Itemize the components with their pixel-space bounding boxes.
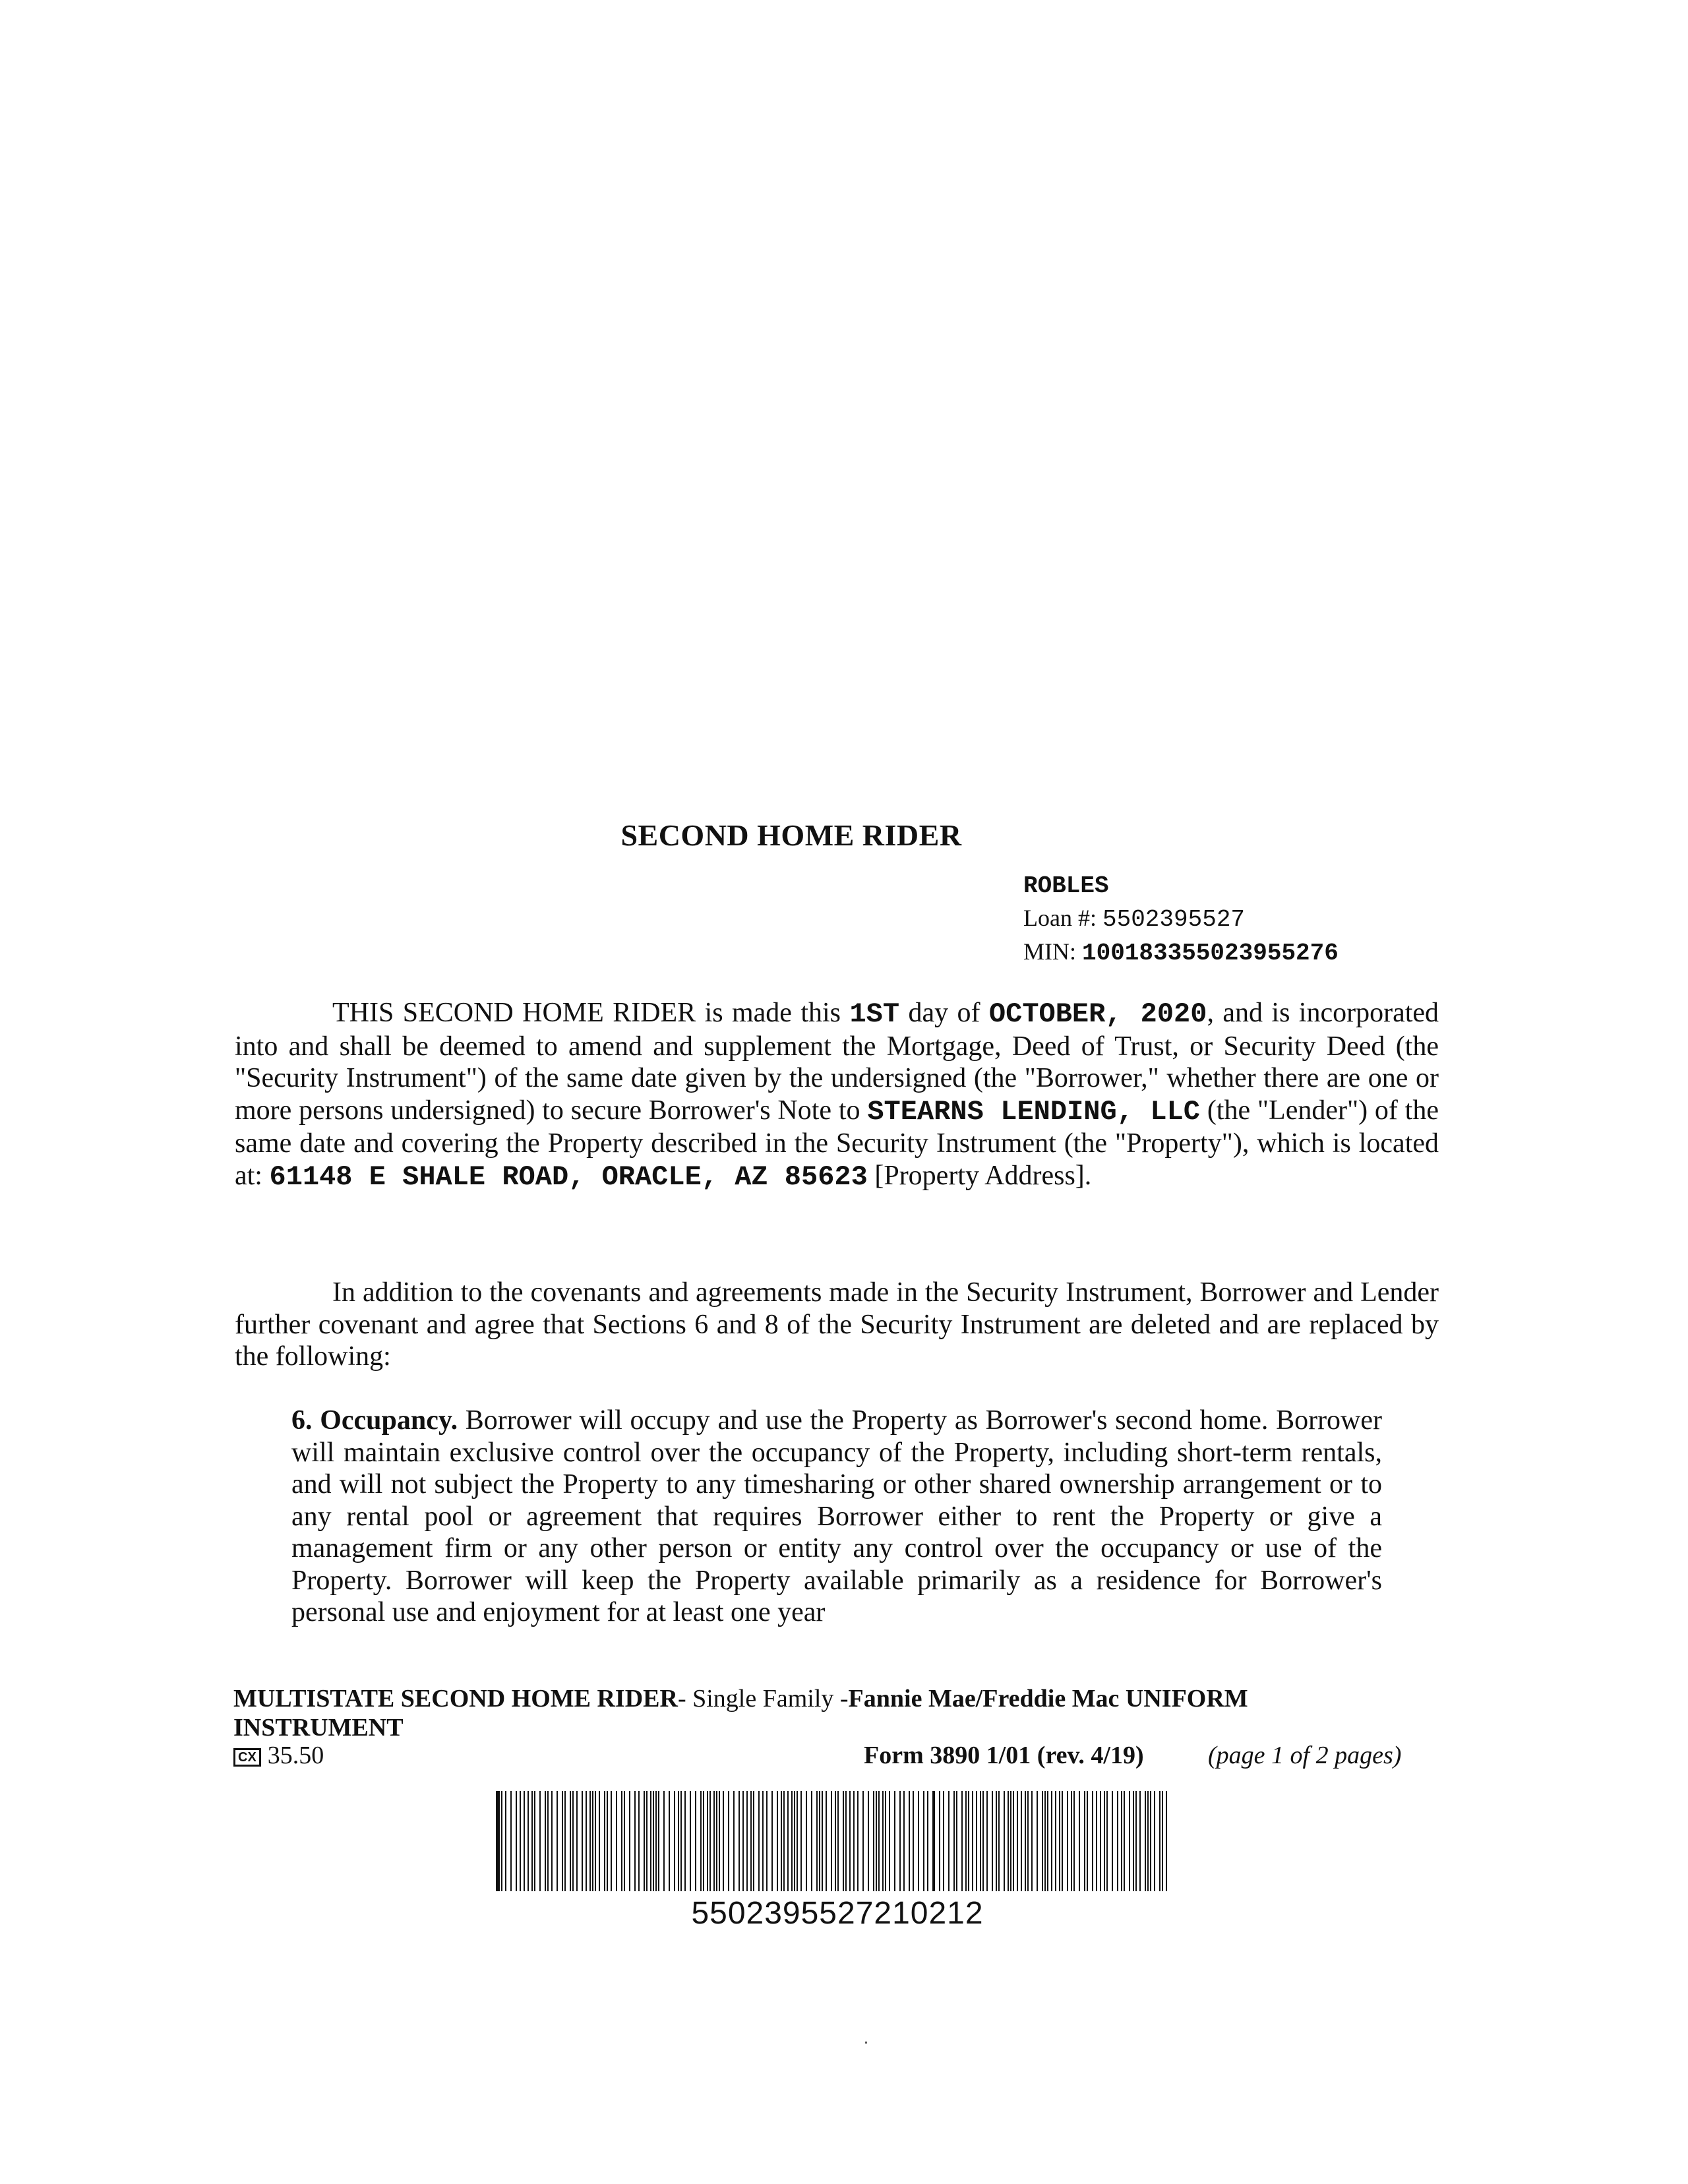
barcode-bar: [738, 1791, 740, 1891]
barcode-bar: [980, 1791, 981, 1891]
barcode-bar: [939, 1791, 940, 1891]
barcode-bar: [806, 1791, 807, 1891]
barcode-bar: [972, 1791, 973, 1891]
barcode-bar: [797, 1791, 798, 1891]
barcode-bar: [690, 1791, 691, 1891]
barcode-bar: [794, 1791, 795, 1891]
barcode-bar: [956, 1791, 957, 1891]
barcode-bar: [819, 1791, 820, 1891]
barcode-bar: [816, 1791, 818, 1891]
loan-number-line: [1023, 902, 1339, 936]
barcode-bar: [505, 1791, 506, 1891]
barcode-bar: [1062, 1791, 1063, 1891]
barcode-bar: [680, 1791, 682, 1891]
barcode-bar: [968, 1791, 969, 1891]
barcode-bar: [570, 1791, 571, 1891]
barcode-bar: [576, 1791, 578, 1891]
barcode-bar: [663, 1791, 665, 1891]
barcode-bar: [791, 1791, 793, 1891]
barcode-bar: [878, 1791, 880, 1891]
barcode-bar: [1117, 1791, 1118, 1891]
intro-text-3: , and is incorporated into and shall be deemed to amend and supplement the Mortgage, Deed of Trust, or Security Deed (the "Security Instrument") of the same date given by the undersigned (the "Borrower," whether there are one or more persons undersigned) to secure Borrower's Note to: [235, 998, 1439, 1126]
barcode-bar: [1031, 1791, 1033, 1891]
barcode-bar: [1037, 1791, 1038, 1891]
barcode-bar: [1059, 1791, 1060, 1891]
form-title-part2: - Single Family -: [677, 1685, 849, 1713]
covenants-paragraph: [235, 1277, 1439, 1373]
barcode-bar: [1147, 1791, 1149, 1891]
barcode-bar: [853, 1791, 855, 1891]
barcode-bar: [1073, 1791, 1075, 1891]
barcode-bar: [1124, 1791, 1125, 1891]
barcode-bar: [592, 1791, 593, 1891]
barcode-bar: [1100, 1791, 1101, 1891]
barcode-bar: [918, 1791, 919, 1891]
covenants-text: In addition to the covenants and agreements made in the Security Instrument, Borrower and Lender further covenant and agree that Sections 6 and 8 of the Security Instrument are deleted and are replaced by the following:: [235, 1277, 1439, 1372]
barcode-bar: [1087, 1791, 1088, 1891]
barcode-bar: [653, 1791, 654, 1891]
form-title-part1: MULTISTATE SECOND HOME RIDER: [233, 1685, 678, 1713]
barcode-bar: [771, 1791, 773, 1891]
intro-text-1: THIS SECOND HOME RIDER is made this: [332, 998, 841, 1028]
barcode-bar: [539, 1791, 541, 1891]
barcode-bar: [876, 1791, 877, 1891]
min-line: [1023, 936, 1339, 969]
barcode-bar: [728, 1791, 729, 1891]
barcode-bar: [932, 1791, 935, 1891]
barcode-bar: [781, 1791, 782, 1891]
barcode-bar: [684, 1791, 686, 1891]
barcode-bar: [750, 1791, 752, 1891]
form-code: [233, 1741, 324, 1770]
barcode-bar: [723, 1791, 724, 1891]
barcode-bar: [1055, 1791, 1056, 1891]
form-code-number: 35.50: [267, 1742, 324, 1769]
intro-text-4: (the "Lender") of the same date and covering the Property described in the Security Instrument (the "Property"), which is located at:: [235, 1095, 1439, 1191]
barcode-bar: [913, 1791, 914, 1891]
barcode-bar: [646, 1791, 648, 1891]
barcode-bar: [501, 1791, 502, 1891]
barcode-bar: [528, 1791, 529, 1891]
barcode-bar: [599, 1791, 600, 1891]
barcode-bar: [998, 1791, 1000, 1891]
barcode-bar: [621, 1791, 622, 1891]
intro-text-5: [Property Address].: [874, 1160, 1092, 1191]
barcode-bar: [524, 1791, 525, 1891]
barcode-bar: [899, 1791, 901, 1891]
barcode-bar: [1067, 1791, 1068, 1891]
loan-identifiers: [1023, 870, 1339, 969]
barcode-bar: [1004, 1791, 1005, 1891]
barcode-bar: [882, 1791, 884, 1891]
form-title-part3: Fannie Mae/Freddie Mac UNIFORM INSTRUMENT: [233, 1685, 1248, 1742]
barcode-bar: [1145, 1791, 1146, 1891]
barcode-bar: [616, 1791, 617, 1891]
barcode-bar: [1071, 1791, 1072, 1891]
barcode-bar: [742, 1791, 744, 1891]
barcode-bar: [822, 1791, 823, 1891]
barcode-bar: [719, 1791, 720, 1891]
barcode-bar: [534, 1791, 535, 1891]
barcode-bar: [703, 1791, 704, 1891]
barcode-bar: [604, 1791, 605, 1891]
barcode-bar: [582, 1791, 583, 1891]
barcode-bar: [894, 1791, 895, 1891]
barcode-bar: [1013, 1791, 1014, 1891]
barcode-bar: [986, 1791, 988, 1891]
barcode-bar: [1051, 1791, 1052, 1891]
form-number: Form 3890 1/01 (rev. 4/19): [864, 1742, 1144, 1769]
barcode-bar: [885, 1791, 886, 1891]
barcode-bar: [831, 1791, 832, 1891]
barcode-bar: [496, 1791, 500, 1891]
barcode-bar: [762, 1791, 764, 1891]
barcode-bar: [707, 1791, 708, 1891]
barcode-bar: [787, 1791, 789, 1891]
barcode-bar: [678, 1791, 679, 1891]
barcode-bar: [1096, 1791, 1097, 1891]
barcode-bar: [655, 1791, 657, 1891]
barcode-bar: [572, 1791, 574, 1891]
occupancy-text: Borrower will occupy and use the Property as Borrower's second home. Borrower will maintain exclusive control over the occupancy of the Property, including short-term rentals, and will not subject the Property to any timesharing or other shared ownership arrangement or to any rental pool or agreement that requires Borrower either to rent the Property or give a management firm or any other person or entity any control over the occupancy or use of the Property. Borrower will keep the Property available primarily as a residence for Borrower's personal use and enjoyment for at least one year: [291, 1405, 1383, 1627]
barcode-bar: [562, 1791, 563, 1891]
barcode-bar: [1106, 1791, 1108, 1891]
barcode-bar: [783, 1791, 785, 1891]
scan-speck: [865, 2042, 867, 2044]
barcode-bar: [753, 1791, 754, 1891]
barcode-bar: [857, 1791, 859, 1891]
barcode-bar: [1047, 1791, 1048, 1891]
barcode-bar: [1162, 1791, 1163, 1891]
barcode-bar: [1166, 1791, 1167, 1891]
barcode-bar: [1008, 1791, 1009, 1891]
barcode-bar: [510, 1791, 512, 1891]
rider-day: 1ST: [849, 998, 900, 1030]
barcode-bar: [564, 1791, 566, 1891]
barcode-bar: [547, 1791, 549, 1891]
min-label: MIN:: [1023, 938, 1076, 965]
barcode-bar: [557, 1791, 558, 1891]
barcode-bar: [835, 1791, 836, 1891]
barcode-bar: [1135, 1791, 1137, 1891]
page-indicator: (page 1 of 2 pages): [1208, 1742, 1402, 1769]
form-title: [233, 1684, 1394, 1742]
loan-label: Loan #:: [1023, 905, 1097, 931]
barcode-bar: [758, 1791, 760, 1891]
barcode-bar: [1079, 1791, 1080, 1891]
barcode-bar: [595, 1791, 596, 1891]
barcode-bar: [607, 1791, 608, 1891]
barcode-bar: [1010, 1791, 1011, 1891]
barcode-bar: [800, 1791, 802, 1891]
barcode-bar: [695, 1791, 696, 1891]
barcode-bar: [862, 1791, 864, 1891]
borrower-name: ROBLES: [1023, 872, 1109, 899]
barcode-bar: [1025, 1791, 1026, 1891]
barcode-bar: [644, 1791, 645, 1891]
barcode-bar: [1027, 1791, 1029, 1891]
barcode-bar: [889, 1791, 890, 1891]
barcode-bar: [1150, 1791, 1151, 1891]
barcode-bar: [629, 1791, 630, 1891]
barcode-bar: [700, 1791, 702, 1891]
barcode-bar: [520, 1791, 521, 1891]
barcode-bar: [927, 1791, 928, 1891]
barcode-bar: [903, 1791, 905, 1891]
barcode-bar: [992, 1791, 993, 1891]
barcode-bar: [965, 1791, 967, 1891]
barcode-bar: [845, 1791, 847, 1891]
intro-text-2: day of: [908, 998, 980, 1028]
barcode-bar: [516, 1791, 517, 1891]
barcode-bar: [909, 1791, 910, 1891]
barcode-bar: [1042, 1791, 1043, 1891]
barcode-bar: [1021, 1791, 1022, 1891]
barcode-bar: [843, 1791, 844, 1891]
barcode-bar: [1044, 1791, 1046, 1891]
barcode-bar: [961, 1791, 963, 1891]
barcode-bar: [996, 1791, 997, 1891]
cx-logo-icon: CX: [233, 1748, 261, 1767]
property-address: 61148 E SHALE ROAD, ORACLE, AZ 85623: [269, 1161, 868, 1193]
barcode-bar: [837, 1791, 839, 1891]
barcode-bar: [1084, 1791, 1085, 1891]
barcode-bar: [1092, 1791, 1093, 1891]
barcode-bar: [713, 1791, 715, 1891]
barcode-bar: [868, 1791, 869, 1891]
barcode-bar: [733, 1791, 735, 1891]
barcode-number: 5502395527210212: [691, 1896, 984, 1931]
barcode-bar: [976, 1791, 977, 1891]
barcode-bar: [1154, 1791, 1155, 1891]
barcode-bar: [811, 1791, 812, 1891]
occupancy-heading: 6. Occupancy.: [291, 1405, 458, 1436]
barcode-bar: [634, 1791, 636, 1891]
barcode-bar: [1104, 1791, 1105, 1891]
document-title: SECOND HOME RIDER: [620, 818, 962, 852]
rider-date: OCTOBER, 2020: [988, 998, 1207, 1030]
barcode-bar: [943, 1791, 944, 1891]
barcode-bar: [1133, 1791, 1134, 1891]
barcode-bar: [589, 1791, 591, 1891]
barcode-bar: [953, 1791, 955, 1891]
barcode-graphic: [496, 1791, 1171, 1891]
barcode-bar: [531, 1791, 533, 1891]
barcode-bar: [1017, 1791, 1018, 1891]
barcode-bar: [826, 1791, 827, 1891]
barcode-bar: [709, 1791, 711, 1891]
barcode-bar: [669, 1791, 670, 1891]
barcode-bar: [1159, 1791, 1160, 1891]
barcode-bar: [551, 1791, 553, 1891]
barcode-bar: [1139, 1791, 1141, 1891]
barcode-bar: [746, 1791, 748, 1891]
barcode-bar: [716, 1791, 717, 1891]
barcode-bar: [777, 1791, 778, 1891]
barcode-bar: [611, 1791, 612, 1891]
rider-intro-paragraph: [235, 997, 1439, 1193]
barcode-bar: [624, 1791, 625, 1891]
barcode-bar: [1112, 1791, 1113, 1891]
barcode-bar: [923, 1791, 924, 1891]
barcode-bar: [658, 1791, 659, 1891]
barcode-bar: [674, 1791, 675, 1891]
barcode-bar: [1121, 1791, 1122, 1891]
barcode-bar: [586, 1791, 587, 1891]
barcode-bar: [545, 1791, 546, 1891]
occupancy-section: [291, 1405, 1382, 1629]
barcode-bar: [873, 1791, 874, 1891]
min-number: 100183355023955276: [1082, 940, 1339, 967]
barcode-bar: [982, 1791, 984, 1891]
barcode-bar: [766, 1791, 768, 1891]
barcode-bar: [638, 1791, 640, 1891]
lender-name: STEARNS LENDING, LLC: [867, 1095, 1201, 1128]
barcode-bar: [1129, 1791, 1130, 1891]
barcode-bar: [650, 1791, 651, 1891]
barcode-bar: [948, 1791, 950, 1891]
barcode-bar: [849, 1791, 851, 1891]
loan-number: 5502395527: [1102, 906, 1246, 933]
